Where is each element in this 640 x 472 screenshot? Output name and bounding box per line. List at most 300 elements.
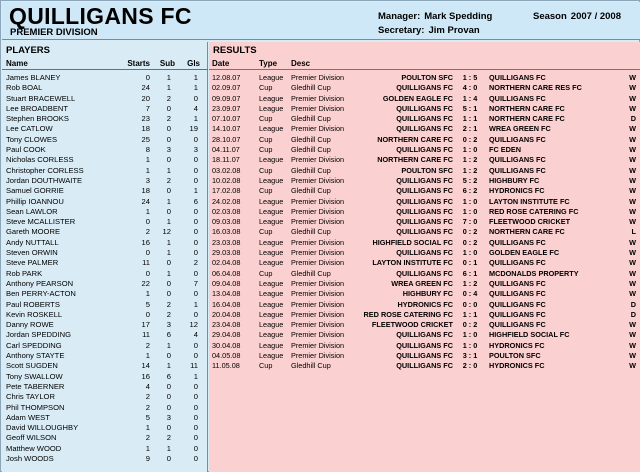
result-row (209, 248, 640, 258)
player-goals: 0 (193, 423, 198, 433)
result-competition: Premier Division (291, 206, 345, 216)
player-sub: 0 (166, 206, 171, 216)
player-goals: 0 (193, 248, 198, 258)
result-away-team: QUILLIGANS FC (489, 237, 546, 247)
result-date: 20.04.08 (212, 309, 241, 319)
result-outcome: W (629, 237, 636, 247)
player-goals: 0 (193, 165, 198, 175)
player-starts: 24 (141, 196, 150, 206)
player-sub: 0 (166, 134, 171, 144)
result-date: 29.03.08 (212, 248, 241, 258)
secretary-info (378, 25, 480, 37)
player-row (2, 289, 208, 299)
player-row (2, 372, 208, 382)
player-goals: 6 (193, 196, 198, 206)
player-row (2, 217, 208, 227)
player-goals: 19 (189, 124, 198, 134)
result-outcome: D (630, 299, 636, 309)
result-score: 1 : 1 (462, 309, 478, 319)
division-label: PREMIER DIVISION (10, 27, 98, 38)
result-home-team: QUILLIGANS FC (396, 124, 453, 134)
result-home-team: QUILLIGANS FC (396, 248, 453, 258)
player-row (2, 145, 208, 155)
player-name: Gareth MOORE (6, 227, 61, 237)
player-sub: 1 (166, 217, 171, 227)
result-competition: Premier Division (291, 320, 345, 330)
player-name: Paul COOK (6, 145, 46, 155)
result-row (209, 341, 640, 351)
results-table-header (209, 58, 640, 70)
result-type: Cup (259, 361, 273, 371)
result-outcome: W (629, 83, 636, 93)
result-type: Cup (259, 186, 273, 196)
player-starts: 16 (141, 371, 150, 381)
player-name: Anthony STAYTE (6, 351, 65, 361)
result-home-team: QUILLIGANS FC (396, 217, 453, 227)
season-value: 2007 / 2008 (570, 11, 621, 22)
player-row (2, 413, 208, 423)
result-row (209, 73, 640, 83)
result-date: 29.04.08 (212, 330, 241, 340)
player-name: Chris TAYLOR (6, 392, 55, 402)
manager-label: Manager: (378, 11, 421, 22)
player-name: Anthony PEARSON (6, 278, 74, 288)
players-table-header (2, 58, 208, 70)
result-away-team: NORTHERN CARE FC (489, 103, 565, 113)
player-name: Carl SPEDDING (6, 340, 62, 350)
player-goals: 0 (193, 155, 198, 165)
player-starts: 5 (145, 412, 150, 422)
player-goals: 3 (193, 145, 198, 155)
player-starts: 0 (145, 73, 150, 82)
result-competition: Gledhill Cup (291, 165, 331, 175)
player-sub: 0 (166, 278, 171, 288)
result-date: 17.02.08 (212, 186, 241, 196)
result-competition: Premier Division (291, 278, 345, 288)
player-sub: 1 (166, 237, 171, 247)
result-away-team: WREA GREEN FC (489, 124, 551, 134)
result-competition: Premier Division (291, 258, 345, 268)
result-row (209, 258, 640, 268)
player-goals: 4 (193, 103, 198, 113)
result-score: 1 : 0 (462, 196, 478, 206)
player-sub: 2 (166, 114, 171, 124)
result-home-team: QUILLIGANS FC (396, 103, 453, 113)
result-home-team: HIGHFIELD SOCIAL FC (372, 237, 453, 247)
result-away-team: NORTHERN CARE RES FC (489, 83, 582, 93)
result-competition: Premier Division (291, 124, 345, 134)
result-score: 1 : 5 (462, 73, 478, 82)
player-starts: 23 (141, 114, 150, 124)
player-goals: 1 (193, 114, 198, 124)
player-starts: 20 (141, 93, 150, 103)
player-sub: 0 (166, 423, 171, 433)
player-sub: 6 (166, 330, 171, 340)
result-competition: Gledhill Cup (291, 268, 331, 278)
player-name: Rob PARK (6, 268, 43, 278)
result-date: 07.10.07 (212, 114, 241, 124)
result-score: 1 : 0 (462, 330, 478, 340)
player-name: Matthew WOOD (6, 443, 62, 453)
player-name: Jordan DOUTHWAITE (6, 175, 83, 185)
player-row (2, 227, 208, 237)
col-sub-header: Sub (159, 59, 175, 68)
club-name: QUILLIGANS FC (9, 3, 192, 29)
result-score: 7 : 0 (462, 217, 478, 227)
result-date: 04.05.08 (212, 351, 241, 361)
player-name: Rob BOAL (6, 83, 43, 93)
result-row (209, 238, 640, 248)
result-row (209, 186, 640, 196)
result-type: Cup (259, 114, 273, 124)
result-score: 0 : 4 (462, 289, 478, 299)
player-sub: 0 (166, 155, 171, 165)
player-goals: 0 (193, 412, 198, 422)
result-away-team: QUILLIGANS FC (489, 73, 546, 82)
result-home-team: NORTHERN CARE FC (377, 134, 453, 144)
result-outcome: W (629, 258, 636, 268)
result-type: League (259, 330, 284, 340)
result-home-team: POULTON SFC (401, 165, 453, 175)
result-date: 09.03.08 (212, 217, 241, 227)
result-score: 1 : 2 (462, 155, 478, 165)
player-goals: 0 (193, 351, 198, 361)
result-score: 6 : 1 (462, 268, 478, 278)
result-away-team: QUILLIGANS FC (489, 134, 546, 144)
result-type: Cup (259, 227, 273, 237)
result-type: League (259, 289, 284, 299)
result-outcome: W (629, 278, 636, 288)
result-score: 0 : 2 (462, 134, 478, 144)
player-name: Kevin ROSKELL (6, 309, 63, 319)
player-starts: 0 (145, 248, 150, 258)
player-row (2, 320, 208, 330)
player-starts: 16 (141, 237, 150, 247)
player-sub: 2 (166, 299, 171, 309)
result-type: League (259, 93, 284, 103)
result-row (209, 207, 640, 217)
player-starts: 0 (145, 217, 150, 227)
result-competition: Premier Division (291, 299, 345, 309)
result-date: 23.03.08 (212, 237, 241, 247)
player-goals: 0 (193, 443, 198, 453)
result-type: Cup (259, 268, 273, 278)
results-panel (209, 42, 640, 472)
player-row (2, 269, 208, 279)
col-name-header: Name (6, 59, 28, 68)
player-name: Lee CATLOW (6, 124, 53, 134)
result-row (209, 145, 640, 155)
result-competition: Premier Division (291, 217, 345, 227)
result-row (209, 166, 640, 176)
player-sub: 1 (166, 73, 171, 82)
result-row (209, 320, 640, 330)
player-sub: 0 (166, 124, 171, 134)
result-row (209, 217, 640, 227)
result-competition: Premier Division (291, 309, 345, 319)
player-goals: 0 (193, 381, 198, 391)
result-home-team: RED ROSE CATERING FC (363, 309, 453, 319)
result-row (209, 83, 640, 93)
result-row (209, 289, 640, 299)
result-outcome: W (629, 206, 636, 216)
player-starts: 1 (145, 351, 150, 361)
result-home-team: QUILLIGANS FC (396, 227, 453, 237)
result-type: League (259, 124, 284, 134)
result-date: 16.03.08 (212, 227, 241, 237)
result-competition: Premier Division (291, 340, 345, 350)
player-starts: 1 (145, 423, 150, 433)
result-outcome: W (629, 124, 636, 134)
player-starts: 8 (145, 145, 150, 155)
player-starts: 1 (145, 165, 150, 175)
result-score: 1 : 4 (462, 93, 478, 103)
result-away-team: HIGHFIELD SOCIAL FC (489, 330, 570, 340)
player-goals: 1 (193, 73, 198, 82)
result-row (209, 94, 640, 104)
player-starts: 1 (145, 289, 150, 299)
result-home-team: GOLDEN EAGLE FC (382, 93, 453, 103)
col-starts-header: Starts (127, 59, 150, 68)
result-type: League (259, 351, 284, 361)
result-outcome: D (630, 114, 636, 124)
result-home-team: QUILLIGANS FC (396, 330, 453, 340)
player-starts: 9 (145, 453, 150, 463)
result-score: 1 : 2 (462, 278, 478, 288)
result-row (209, 104, 640, 114)
result-date: 12.08.07 (212, 73, 241, 82)
result-away-team: QUILLIGANS FC (489, 278, 546, 288)
result-date: 23.09.07 (212, 103, 241, 113)
player-starts: 2 (145, 402, 150, 412)
result-type: League (259, 309, 284, 319)
player-goals: 0 (193, 227, 198, 237)
result-away-team: NORTHERN CARE FC (489, 227, 565, 237)
players-panel (2, 42, 208, 472)
player-row (2, 83, 208, 93)
player-starts: 2 (145, 227, 150, 237)
result-score: 1 : 1 (462, 114, 478, 124)
player-sub: 1 (166, 340, 171, 350)
player-name: Geoff WILSON (6, 433, 57, 443)
result-away-team: MCDONALDS PROPERTY (489, 268, 579, 278)
result-home-team: HYDRONICS FC (397, 299, 453, 309)
player-row (2, 238, 208, 248)
manager-info (378, 11, 492, 23)
player-row (2, 361, 208, 371)
player-sub: 3 (166, 145, 171, 155)
player-goals: 0 (193, 93, 198, 103)
result-outcome: W (629, 186, 636, 196)
player-goals: 1 (193, 83, 198, 93)
result-score: 1 : 2 (462, 165, 478, 175)
result-type: League (259, 196, 284, 206)
player-sub: 0 (166, 258, 171, 268)
player-starts: 11 (142, 330, 150, 340)
player-name: Stephen BROOKS (6, 114, 69, 124)
result-competition: Premier Division (291, 289, 345, 299)
player-row (2, 176, 208, 186)
result-date: 09.09.07 (212, 93, 241, 103)
col-desc-header: Desc (291, 59, 311, 68)
player-sub: 1 (166, 165, 171, 175)
result-home-team: POULTON SFC (401, 73, 453, 82)
player-goals: 0 (193, 433, 198, 443)
player-row (2, 403, 208, 413)
result-date: 18.11.07 (212, 155, 240, 165)
result-away-team: GOLDEN EAGLE FC (489, 248, 560, 258)
result-home-team: QUILLIGANS FC (396, 351, 453, 361)
result-home-team: QUILLIGANS FC (396, 175, 453, 185)
result-home-team: QUILLIGANS FC (396, 268, 453, 278)
result-type: League (259, 155, 284, 165)
result-home-team: NORTHERN CARE FC (377, 155, 453, 165)
result-row (209, 227, 640, 237)
player-goals: 2 (193, 258, 198, 268)
result-score: 2 : 1 (462, 124, 478, 134)
player-row (2, 279, 208, 289)
result-outcome: W (629, 268, 636, 278)
player-starts: 7 (145, 103, 150, 113)
player-sub: 1 (166, 268, 171, 278)
player-sub: 3 (166, 412, 171, 422)
players-title: PLAYERS (6, 45, 50, 56)
player-row (2, 454, 208, 464)
player-starts: 3 (145, 175, 150, 185)
player-goals: 0 (193, 453, 198, 463)
result-outcome: W (629, 217, 636, 227)
result-away-team: HYDRONICS FC (489, 186, 545, 196)
col-type-header: Type (259, 59, 278, 68)
player-name: Adam WEST (6, 412, 50, 422)
player-goals: 0 (193, 402, 198, 412)
player-row (2, 207, 208, 217)
player-starts: 17 (141, 320, 150, 330)
player-starts: 2 (145, 340, 150, 350)
result-score: 1 : 0 (462, 248, 478, 258)
player-row (2, 248, 208, 258)
result-row (209, 269, 640, 279)
result-score: 2 : 0 (462, 361, 478, 371)
player-row (2, 135, 208, 145)
result-type: League (259, 340, 284, 350)
result-competition: Premier Division (291, 330, 345, 340)
player-row (2, 300, 208, 310)
result-type: League (259, 217, 284, 227)
player-name: Nicholas CORLESS (6, 155, 74, 165)
result-score: 5 : 1 (462, 103, 478, 113)
result-competition: Premier Division (291, 103, 345, 113)
result-away-team: HYDRONICS FC (489, 340, 545, 350)
player-sub: 0 (166, 381, 171, 391)
player-row (2, 73, 208, 83)
player-row (2, 104, 208, 114)
player-row (2, 423, 208, 433)
player-row (2, 433, 208, 443)
player-goals: 4 (193, 330, 198, 340)
player-row (2, 197, 208, 207)
player-sub: 2 (166, 93, 171, 103)
result-score: 1 : 0 (462, 145, 478, 155)
player-row (2, 330, 208, 340)
result-type: Cup (259, 165, 273, 175)
player-starts: 2 (145, 433, 150, 443)
player-starts: 0 (145, 268, 150, 278)
result-competition: Premier Division (291, 73, 345, 82)
result-date: 23.04.08 (212, 320, 241, 330)
result-competition: Premier Division (291, 196, 345, 206)
result-home-team: QUILLIGANS FC (396, 196, 453, 206)
result-away-team: QUILLIGANS FC (489, 165, 546, 175)
player-goals: 0 (193, 268, 198, 278)
result-date: 11.05.08 (212, 361, 240, 371)
player-sub: 1 (166, 443, 171, 453)
player-row (2, 392, 208, 402)
result-away-team: HYDRONICS FC (489, 361, 545, 371)
result-outcome: W (629, 145, 636, 155)
result-row (209, 279, 640, 289)
result-row (209, 361, 640, 371)
player-starts: 4 (145, 381, 150, 391)
player-name: Phillip IOANNOU (6, 196, 64, 206)
result-date: 16.04.08 (212, 299, 241, 309)
manager-name: Mark Spedding (424, 11, 493, 22)
player-sub: 0 (166, 289, 171, 299)
result-date: 02.04.08 (212, 258, 241, 268)
result-date: 06.04.08 (212, 268, 241, 278)
result-date: 10.02.08 (212, 175, 241, 185)
result-away-team: QUILLIGANS FC (489, 258, 546, 268)
result-date: 14.10.07 (212, 124, 241, 134)
result-row (209, 330, 640, 340)
player-sub: 1 (166, 361, 171, 371)
result-row (209, 310, 640, 320)
player-goals: 1 (193, 186, 198, 196)
player-goals: 0 (193, 392, 198, 402)
player-name: Stuart BRACEWELL (6, 93, 76, 103)
result-outcome: W (629, 134, 636, 144)
result-competition: Gledhill Cup (291, 134, 331, 144)
player-sub: 0 (166, 402, 171, 412)
result-row (209, 114, 640, 124)
result-date: 02.03.08 (212, 206, 241, 216)
player-name: Pete TABERNER (6, 381, 65, 391)
player-name: Andy NUTTALL (6, 237, 59, 247)
player-sub: 0 (166, 453, 171, 463)
season-info (533, 11, 621, 23)
result-away-team: QUILLIGANS FC (489, 299, 546, 309)
result-score: 4 : 0 (462, 83, 478, 93)
result-away-team: QUILLIGANS FC (489, 289, 546, 299)
result-competition: Gledhill Cup (291, 145, 331, 155)
result-type: League (259, 278, 284, 288)
result-outcome: W (629, 175, 636, 185)
player-starts: 25 (141, 134, 150, 144)
player-name: Paul ROBERTS (6, 299, 60, 309)
player-starts: 1 (145, 155, 150, 165)
player-goals: 0 (193, 175, 198, 185)
player-sub: 0 (166, 392, 171, 402)
result-home-team: QUILLIGANS FC (396, 340, 453, 350)
player-name: Steve MCALLISTER (6, 217, 76, 227)
player-sub: 3 (166, 320, 171, 330)
result-outcome: W (629, 289, 636, 299)
player-starts: 11 (142, 258, 150, 268)
col-gls-header: Gls (187, 59, 200, 68)
result-type: League (259, 237, 284, 247)
result-outcome: D (630, 309, 636, 319)
player-goals: 0 (193, 206, 198, 216)
